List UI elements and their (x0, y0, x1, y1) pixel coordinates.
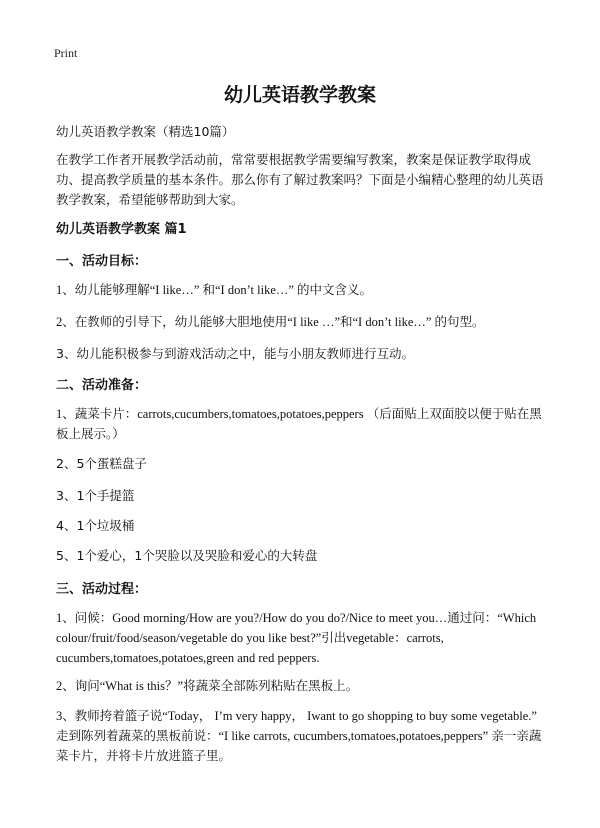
prep-item: 1、蔬菜卡片：carrots,cucumbers,tomatoes,potatoes,peppers （后面贴上双面胶以便于贴在黑板上展示。） (56, 407, 542, 441)
prep-heading: 二、活动准备： (56, 378, 148, 393)
process-item: 2、询问“What is this？”将蔬菜全部陈列粘贴在黑板上。 (56, 679, 359, 693)
section-title: 幼儿英语教学教案 篇1 (56, 222, 187, 237)
goal-item: 2、在教师的引导下，幼儿能够大胆地使用“I like …”和“I don’t like…” 的句型。 (56, 315, 485, 329)
process-item: 1、问候：Good morning/How are you?/How do you do?/Nice to meet you…通过问：“Which colour/fruit/food/season/vegetable do you like best?”引出vegetable：carrots, cucumbers,tomatoes,potatoes,green and red peppers. (56, 611, 537, 665)
goal-item: 3、幼儿能积极参与到游戏活动之中，能与小朋友教师进行互动。 (56, 346, 414, 361)
prep-item: 4、1个垃圾桶 (56, 518, 135, 533)
process-heading: 三、活动过程： (56, 582, 148, 597)
print-link[interactable]: Print (54, 46, 78, 60)
goal-item: 1、幼儿能够理解“I like…” 和“I don’t like…” 的中文含义。 (56, 283, 373, 297)
prep-item: 2、5个蛋糕盘子 (56, 456, 147, 471)
process-item: 3、教师挎着篮子说“Today， I’m very happy， Iwant to go shopping to buy some vegetable.” 走到陈列着蔬菜的黑板前说：“I like carrots, cucumbers,tomatoes,potatoes,peppers” 亲一亲蔬菜卡片，并将卡片放进篮子里。 (56, 709, 542, 763)
prep-item: 5、1个爱心，1个哭脸以及哭脸和爱心的大转盘 (56, 548, 318, 563)
goals-heading: 一、活动目标： (56, 254, 148, 269)
page-title: 幼儿英语教学教案 (223, 84, 376, 106)
subtitle: 幼儿英语教学教案（精选10篇） (56, 124, 235, 139)
prep-item: 3、1个手提篮 (56, 488, 135, 503)
intro-paragraph: 在教学工作者开展教学活动前，常常要根据教学需要编写教案，教案是保证教学取得成功、提高教学质量的基本条件。那么你有了解过教案吗？下面是小编精心整理的幼儿英语教学教案，希望能够帮助到大家。 (56, 152, 544, 207)
